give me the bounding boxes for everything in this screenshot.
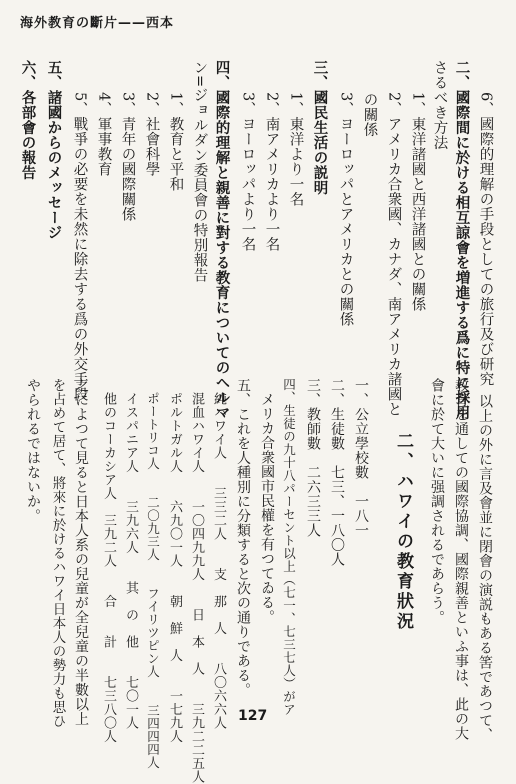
section-3-heading: 三、國民生活の説明 bbox=[311, 60, 329, 195]
item-4-4-military-education: 4、軍事教育 bbox=[95, 92, 112, 177]
stat-students: 二、生徒數 七三、一八〇人 bbox=[329, 378, 345, 567]
stat-citizens: 四、生徒の九十八パーセント以上（七一、七三七人）がア bbox=[281, 378, 297, 716]
stat-teachers: 三、教師數 二六三三人 bbox=[305, 378, 321, 538]
hawaii-section-heading: 二、ハワイの教育狀況 bbox=[393, 432, 413, 632]
item-3-1-east: 1、東洋より一名 bbox=[287, 92, 304, 207]
item-2-2-americas: 2、アメリカ合衆國、カナダ、南アメリカ諸國と bbox=[385, 92, 402, 417]
section-4-continuation: ン=ジョルダン委員會の特別報告 bbox=[191, 60, 208, 283]
section-2-heading: 二、國際間に於ける相互諒會を増進する爲に特に採用 bbox=[453, 60, 471, 420]
stat-schools: 一、公立學校數 一八一 bbox=[353, 378, 369, 538]
item-2-3-europe-america: 3、ヨーロッパとアメリカとの關係 bbox=[337, 92, 354, 327]
race-row-1: 純ハワイ人 三三二人 支 那 人 八〇六六人 bbox=[211, 392, 226, 730]
conclusion-line-2: 教育を通しての國際協調、國際親善といふ事は、此の大 bbox=[453, 378, 469, 741]
page-number: 127 bbox=[238, 708, 268, 724]
running-header: 海外教育の斷片——西本 bbox=[20, 16, 175, 31]
section-5-heading: 五、諸國からのメッセージ bbox=[45, 60, 63, 240]
stat-by-race: 五、これを人種別に分類すると次の通りである。 bbox=[235, 378, 251, 697]
closing-line-3: やられるではないか。 bbox=[25, 378, 41, 523]
conclusion-line-1: 以上の外に言及會並に閉會の演説もある筈であつて、 bbox=[477, 394, 493, 742]
section-4-heading: 四、國際的理解と親善に對する教育についてのヘルマ bbox=[213, 60, 231, 420]
race-row-4: ポートリコ人 二〇九三人 フイリツピン人 三四四四人 bbox=[145, 392, 161, 769]
stat-citizens-continuation: メリカ合衆國市民權を有つてゐる。 bbox=[259, 392, 275, 624]
item-4-3-youth-relations: 3、青年の國際關係 bbox=[119, 92, 136, 222]
section-6-heading: 六、各部會の報告 bbox=[19, 60, 37, 180]
item-4-5-diplomacy: 5、戰爭の必要を未然に除去する爲の外交手段 bbox=[71, 92, 88, 402]
item-2-2-continuation: の關係 bbox=[361, 92, 378, 137]
race-row-5: イスパニア人 三九六人 其 の 他 七〇一人 bbox=[123, 392, 138, 730]
item-6-travel-study: 6、國際的理解の手段としての旅行及び研究 bbox=[477, 92, 494, 387]
conclusion-line-3: 會に於て大いに强調されるであらう。 bbox=[429, 378, 445, 625]
item-3-2-south-america: 2、南アメリカより一名 bbox=[263, 92, 280, 252]
item-3-3-europe: 3、ヨーロッパより一名 bbox=[239, 92, 256, 252]
race-row-6: 他のコーカシア人 三九二人 合 計 七三八〇人 bbox=[101, 392, 116, 743]
closing-line-2: を占めて居て、將來に於けるハワイ日本人の勢力も思ひ bbox=[49, 378, 66, 728]
item-2-1-east-west: 1、東洋諸國と西洋諸國との關係 bbox=[409, 92, 426, 312]
closing-line-1: 之によつて見ると日本人系の兒童が全兒童の半數以上 bbox=[73, 378, 89, 726]
race-row-3: ポルトガル人 六九〇一人 朝 鮮 人 一七九人 bbox=[167, 392, 182, 743]
race-row-2: 混血ハワイ人 一〇四九九人 日 本 人 三九二二五人 bbox=[189, 392, 204, 784]
item-4-1-education-peace: 1、教育と平和 bbox=[167, 92, 184, 192]
item-4-2-social-science: 2、社會科學 bbox=[143, 92, 160, 177]
section-2-continuation: さるべき方法 bbox=[431, 60, 448, 150]
